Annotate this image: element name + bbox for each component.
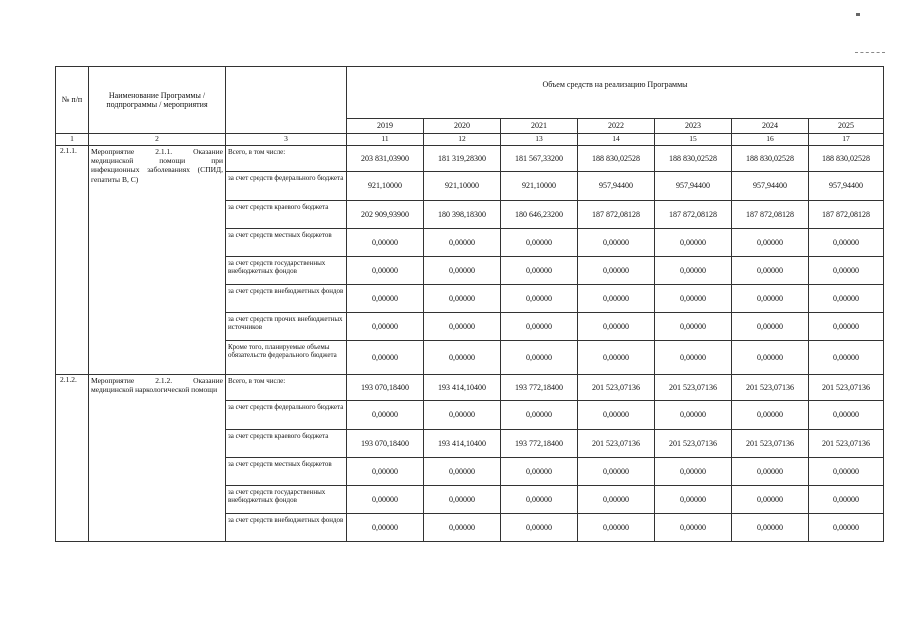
amount-cell: 0,00000 (732, 256, 809, 284)
amount-cell: 0,00000 (424, 312, 501, 340)
amount-cell: 193 070,18400 (347, 374, 424, 400)
amount-cell: 180 398,18300 (424, 200, 501, 228)
amount-cell: 0,00000 (809, 284, 884, 312)
funding-source: за счет средств внебюджетных фондов (226, 284, 347, 312)
amount-cell: 0,00000 (732, 457, 809, 485)
amount-cell: 0,00000 (424, 485, 501, 513)
amount-cell: 921,10000 (424, 171, 501, 200)
amount-cell: 0,00000 (732, 340, 809, 374)
amount-cell: 193 772,18400 (501, 374, 578, 400)
amount-cell: 0,00000 (347, 284, 424, 312)
funding-source: за счет средств краевого бюджета (226, 429, 347, 457)
amount-cell: 201 523,07136 (655, 374, 732, 400)
amount-cell: 0,00000 (347, 312, 424, 340)
amount-cell: 0,00000 (809, 256, 884, 284)
amount-cell: 957,94400 (655, 171, 732, 200)
amount-cell: 0,00000 (732, 312, 809, 340)
scan-line (855, 52, 885, 54)
amount-cell: 187 872,08128 (578, 200, 655, 228)
amount-cell: 201 523,07136 (809, 429, 884, 457)
year-cell: 2020 (424, 119, 501, 134)
funding-source: за счет средств местных бюджетов (226, 228, 347, 256)
amount-cell: 0,00000 (578, 228, 655, 256)
amount-cell: 0,00000 (424, 284, 501, 312)
amount-cell: 0,00000 (501, 256, 578, 284)
amount-cell: 0,00000 (424, 228, 501, 256)
amount-cell: 0,00000 (578, 485, 655, 513)
scan-mark (856, 13, 860, 16)
amount-cell: 201 523,07136 (578, 429, 655, 457)
amount-cell: 188 830,02528 (578, 145, 655, 171)
table-row (56, 374, 884, 400)
year-cell: 2024 (732, 119, 809, 134)
amount-cell: 187 872,08128 (732, 200, 809, 228)
amount-cell: 0,00000 (347, 400, 424, 429)
amount-cell: 0,00000 (578, 513, 655, 541)
amount-cell: 187 872,08128 (655, 200, 732, 228)
amount-cell: 921,10000 (347, 171, 424, 200)
amount-cell: 203 831,03900 (347, 145, 424, 171)
amount-cell: 0,00000 (809, 400, 884, 429)
budget-table (55, 66, 884, 542)
amount-cell: 0,00000 (347, 340, 424, 374)
amount-cell: 0,00000 (501, 457, 578, 485)
index-cell: 16 (732, 134, 809, 146)
amount-cell: 0,00000 (347, 457, 424, 485)
funding-source: за счет средств прочих внебюджетных источников (226, 312, 347, 340)
index-cell: 15 (655, 134, 732, 146)
amount-cell: 0,00000 (424, 340, 501, 374)
amount-cell: 0,00000 (501, 228, 578, 256)
amount-cell: 0,00000 (655, 312, 732, 340)
amount-cell: 0,00000 (424, 457, 501, 485)
amount-cell: 0,00000 (655, 400, 732, 429)
amount-cell: 0,00000 (501, 485, 578, 513)
amount-cell: 0,00000 (347, 513, 424, 541)
index-cell: 3 (226, 134, 347, 146)
amount-cell: 0,00000 (655, 340, 732, 374)
amount-cell: 0,00000 (501, 340, 578, 374)
index-cell: 11 (347, 134, 424, 146)
amount-cell: 201 523,07136 (809, 374, 884, 400)
amount-cell: 0,00000 (809, 228, 884, 256)
amount-cell: 0,00000 (501, 513, 578, 541)
header-num: № п/п (56, 67, 89, 134)
amount-cell: 0,00000 (655, 485, 732, 513)
funding-source: за счет средств федерального бюджета (226, 171, 347, 200)
amount-cell: 957,94400 (809, 171, 884, 200)
amount-cell: 202 909,93900 (347, 200, 424, 228)
index-cell: 13 (501, 134, 578, 146)
amount-cell: 0,00000 (424, 513, 501, 541)
amount-cell: 0,00000 (501, 400, 578, 429)
amount-cell: 181 567,33200 (501, 145, 578, 171)
amount-cell: 0,00000 (655, 513, 732, 541)
funding-source: за счет средств местных бюджетов (226, 457, 347, 485)
amount-cell: 0,00000 (732, 485, 809, 513)
amount-cell: 193 414,10400 (424, 429, 501, 457)
amount-cell: 0,00000 (732, 284, 809, 312)
funding-source: Всего, в том числе: (226, 145, 347, 171)
amount-cell: 0,00000 (809, 340, 884, 374)
amount-cell: 0,00000 (655, 256, 732, 284)
year-cell: 2021 (501, 119, 578, 134)
amount-cell: 0,00000 (578, 457, 655, 485)
amount-cell: 188 830,02528 (809, 145, 884, 171)
amount-cell: 188 830,02528 (732, 145, 809, 171)
amount-cell: 0,00000 (501, 312, 578, 340)
amount-cell: 193 414,10400 (424, 374, 501, 400)
index-cell: 2 (89, 134, 226, 146)
index-cell: 1 (56, 134, 89, 146)
amount-cell: 957,94400 (578, 171, 655, 200)
amount-cell: 201 523,07136 (732, 429, 809, 457)
amount-cell: 201 523,07136 (655, 429, 732, 457)
year-cell: 2025 (809, 119, 884, 134)
amount-cell: 0,00000 (732, 400, 809, 429)
header-name: Наименование Программы / подпрограммы / мероприятия (89, 67, 226, 134)
amount-cell: 0,00000 (732, 513, 809, 541)
year-cell: 2022 (578, 119, 655, 134)
amount-cell: 0,00000 (655, 457, 732, 485)
year-cell: 2019 (347, 119, 424, 134)
item-code: 2.1.2. (56, 374, 89, 541)
amount-cell: 0,00000 (347, 256, 424, 284)
amount-cell: 0,00000 (578, 400, 655, 429)
amount-cell: 0,00000 (501, 284, 578, 312)
funding-source: за счет средств краевого бюджета (226, 200, 347, 228)
year-cell: 2023 (655, 119, 732, 134)
amount-cell: 181 319,28300 (424, 145, 501, 171)
amount-cell: 0,00000 (809, 457, 884, 485)
amount-cell: 193 772,18400 (501, 429, 578, 457)
table-row (56, 145, 884, 171)
item-name: Мероприятие 2.1.1. Оказание медицинской помощи при инфекционных заболеваниях (СПИД, гепатиты В, С) (89, 145, 226, 374)
index-cell: 17 (809, 134, 884, 146)
amount-cell: 193 070,18400 (347, 429, 424, 457)
index-row (56, 134, 884, 146)
funding-source: Всего, в том числе: (226, 374, 347, 400)
funding-source: за счет средств государственных внебюджетных фондов (226, 485, 347, 513)
funding-source: Кроме того, планируемые объемы обязательств федерального бюджета (226, 340, 347, 374)
amount-cell: 0,00000 (578, 312, 655, 340)
amount-cell: 0,00000 (655, 284, 732, 312)
funding-source: за счет средств внебюджетных фондов (226, 513, 347, 541)
amount-cell: 0,00000 (424, 256, 501, 284)
amount-cell: 0,00000 (347, 228, 424, 256)
amount-cell: 188 830,02528 (655, 145, 732, 171)
funding-source: за счет средств федерального бюджета (226, 400, 347, 429)
amount-cell: 0,00000 (578, 340, 655, 374)
amount-cell: 187 872,08128 (809, 200, 884, 228)
header-row (56, 67, 884, 119)
amount-cell: 0,00000 (347, 485, 424, 513)
amount-cell: 180 646,23200 (501, 200, 578, 228)
amount-cell: 0,00000 (732, 228, 809, 256)
amount-cell: 201 523,07136 (732, 374, 809, 400)
amount-cell: 0,00000 (809, 485, 884, 513)
amount-cell: 0,00000 (578, 256, 655, 284)
index-cell: 12 (424, 134, 501, 146)
funding-source: за счет средств государственных внебюджетных фондов (226, 256, 347, 284)
item-code: 2.1.1. (56, 145, 89, 374)
amount-cell: 0,00000 (809, 312, 884, 340)
amount-cell: 0,00000 (424, 400, 501, 429)
header-volume: Объем средств на реализацию Программы (347, 67, 884, 119)
amount-cell: 0,00000 (578, 284, 655, 312)
amount-cell: 0,00000 (809, 513, 884, 541)
amount-cell: 957,94400 (732, 171, 809, 200)
header-source (226, 67, 347, 134)
amount-cell: 0,00000 (655, 228, 732, 256)
amount-cell: 921,10000 (501, 171, 578, 200)
amount-cell: 201 523,07136 (578, 374, 655, 400)
index-cell: 14 (578, 134, 655, 146)
item-name: Мероприятие 2.1.2. Оказание медицинской наркологической помощи (89, 374, 226, 541)
budget-table-wrap (55, 66, 883, 542)
